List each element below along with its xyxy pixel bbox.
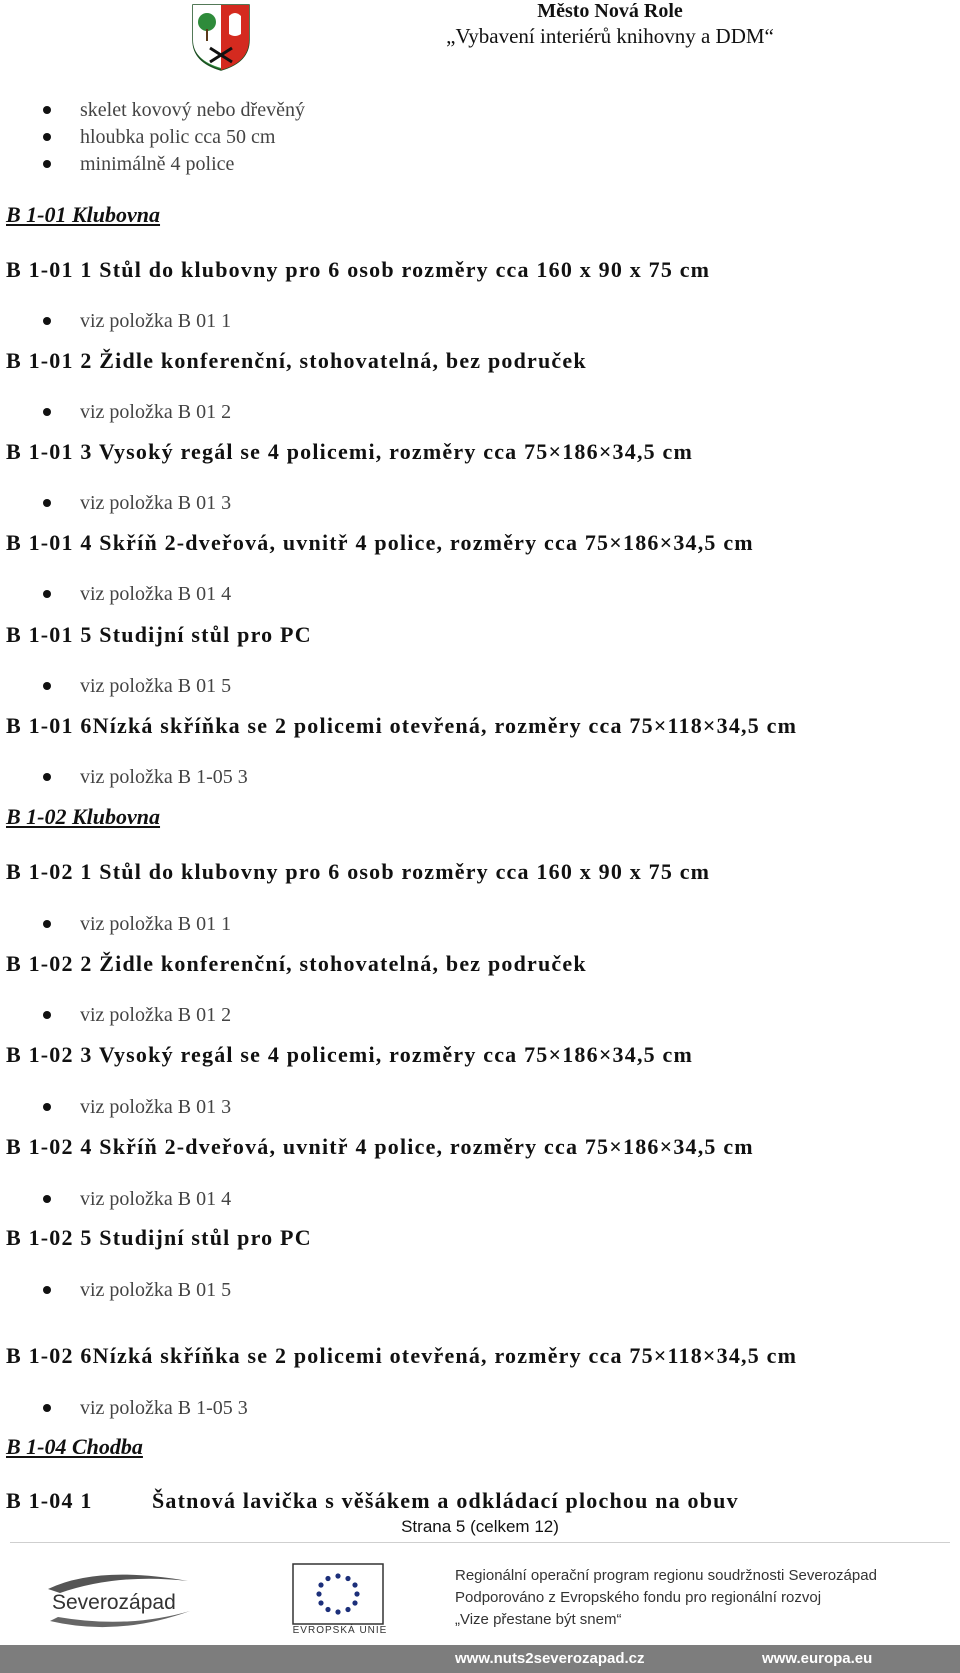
bullet-icon: [43, 682, 51, 690]
item-title: B 1-01 2 Židle konferenční, stohovatelná, bez područek: [6, 348, 587, 373]
footer-line: „Vize přestane být snem“: [455, 1611, 622, 1628]
bullet-icon: [43, 160, 51, 168]
footer-program-text: [455, 1565, 877, 1631]
section-heading: B 1-01 Klubovna: [6, 202, 161, 227]
eu-label: EVROPSKÁ UNIE: [292, 1625, 388, 1636]
section-heading: B 1-04 Chodba: [6, 1434, 143, 1459]
document-page: Město Nová Role „Vybavení interiérů knihovny a DDM“ skelet kovový nebo dřevěný hloubka polic cca 50 cm minimálně 4 police B 1-01 Klubovna B 1-01 1 Stůl do klubovny pro 6 osob rozměry cca 160 x 90 x 75 cm viz položka B 01 1 B 1-01 2 Židle konferenční, stohovatelná, bez područek viz položka B 01 2 B 1-01 3 Vysoký regál se 4 policemi, rozměry cca 75×186×34,5 cm viz položka B 01 3 B 1-01 4 Skříň 2-dveřová, uvnitř 4 police, rozměry cca 75×186×34,5 cm viz položka B 01 4 B 1-01 5 Studijní stůl pro PC viz položka B 01 5 B 1-01 6Nízká skříňka se 2 policemi otevřená, rozměry cca 75×118×34,5 cm viz položka B 1-05 3 B 1-02 Klubovna B 1-02 1 Stůl do klubovny pro 6 osob rozměry cca 160 x 90 x 75 cm viz položka B 01 1 B 1-02 2 Židle konferenční, stohovatelná, bez područek viz položka B 01 2 B 1-02 3 Vysoký regál se 4 policemi, rozměry cca 75×186×34,5 cm viz položka B 01 3 B 1-02 4 Skříň 2-dveřová, uvnitř 4 police, rozměry cca 75×186×34,5 cm viz položka B 01 4 B 1-02 5 Studijní stůl pro PC viz položka B 01 5 B 1-02 6Nízká skříňka se 2 policemi otevřená, rozměry cca 75×118×34,5 cm viz položka B 1-05 3 B 1-04 Chodba B 1-04 1 Šatnová lavička s věšákem a odkládací plochou na obuv Strana 5 (celkem 12) Severozápad EVROPSKÁ UNIE Regionální operační program regionu soudržnosti Severozápad Podporováno z Evropského fondu pro regionální rozvoj „Vize přestane být snem“ www.nuts2severozapad.cz www.europa.eu: [0, 0, 960, 1673]
item-title: B 1-02 1 Stůl do klubovny pro 6 osob rozměry cca 160 x 90 x 75 cm: [6, 859, 711, 884]
header-subtitle: „Vybavení interiérů knihovny a DDM“: [446, 24, 774, 48]
item-title: [6, 1486, 956, 1516]
section-heading: B 1-02 Klubovna: [6, 804, 161, 829]
item-name: Šatnová lavička s věšákem a odkládací plochou na obuv: [152, 1488, 739, 1513]
item-title: B 1-01 3 Vysoký regál se 4 policemi, rozměry cca 75×186×34,5 cm: [6, 439, 694, 464]
item-title: B 1-02 3 Vysoký regál se 4 policemi, rozměry cca 75×186×34,5 cm: [6, 1042, 694, 1067]
item-title: B 1-02 6Nízká skříňka se 2 policemi otevřená, rozměry cca 75×118×34,5 cm: [6, 1343, 798, 1368]
footer-divider: [10, 1542, 950, 1543]
bullet-icon: [43, 773, 51, 781]
item-title: B 1-02 2 Židle konferenční, stohovatelná, bez područek: [6, 951, 587, 976]
item-title: B 1-02 4 Skříň 2-dveřová, uvnitř 4 police, rozměry cca 75×186×34,5 cm: [6, 1134, 754, 1159]
bullet-icon: [43, 1011, 51, 1019]
bullet-icon: [43, 920, 51, 928]
town-crest-icon: [190, 2, 252, 72]
bullet-icon: [43, 408, 51, 416]
severozapad-logo-icon: [38, 1567, 200, 1631]
bullet-icon: [43, 317, 51, 325]
item-number: B 1-04 1: [6, 1488, 93, 1513]
item-title: B 1-01 5 Studijní stůl pro PC: [6, 622, 312, 647]
bullet-icon: [43, 133, 51, 141]
header-title: Město Nová Role: [537, 0, 683, 22]
eu-flag-icon: [292, 1563, 384, 1631]
footer-line: Podporováno z Evropského fondu pro regionální rozvoj: [455, 1589, 822, 1606]
bullet-icon: [43, 1286, 51, 1294]
bullet-icon: [43, 106, 51, 114]
bullet-icon: [43, 1404, 51, 1412]
item-title: B 1-01 4 Skříň 2-dveřová, uvnitř 4 police, rozměry cca 75×186×34,5 cm: [6, 530, 754, 555]
bullet-icon: [43, 499, 51, 507]
bullet-icon: [43, 590, 51, 598]
page-number: Strana 5 (celkem 12): [401, 1517, 559, 1536]
footer-line: Regionální operační program regionu soudržnosti Severozápad: [455, 1567, 877, 1584]
severozapad-logo-text: Severozápad: [52, 1591, 176, 1614]
item-title: B 1-01 6Nízká skříňka se 2 policemi otevřená, rozměry cca 75×118×34,5 cm: [6, 713, 798, 738]
footer-bar: [0, 1645, 960, 1673]
item-title: B 1-02 5 Studijní stůl pro PC: [6, 1225, 312, 1250]
page-header: [0, 0, 960, 80]
bullet-icon: [43, 1103, 51, 1111]
item-title: B 1-01 1 Stůl do klubovny pro 6 osob rozměry cca 160 x 90 x 75 cm: [6, 257, 711, 282]
footer-link-nuts2[interactable]: www.nuts2severozapad.cz: [455, 1650, 645, 1667]
footer-link-europa[interactable]: www.europa.eu: [762, 1650, 873, 1667]
bullet-icon: [43, 1195, 51, 1203]
